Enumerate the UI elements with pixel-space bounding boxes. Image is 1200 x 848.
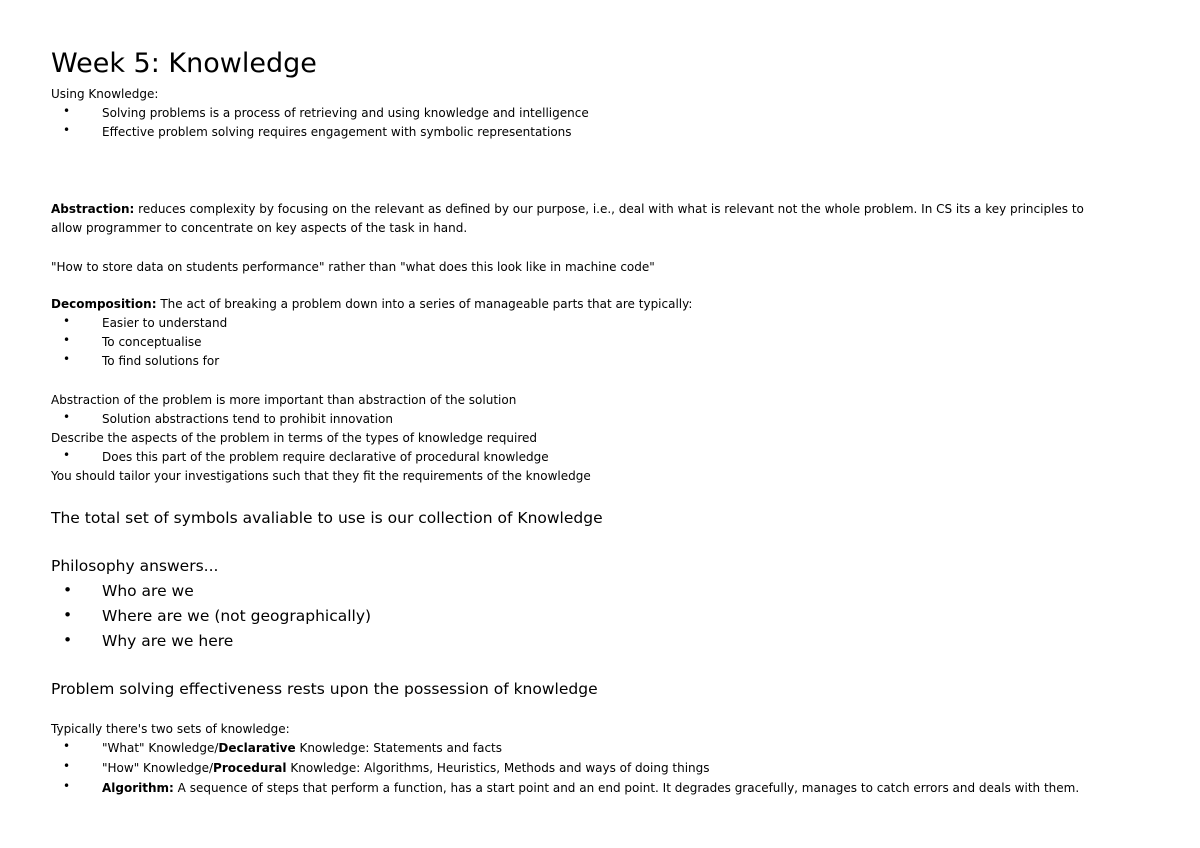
bullet-glyph: • <box>63 333 71 347</box>
bullet-glyph: • <box>63 104 71 118</box>
list-item <box>102 781 1079 795</box>
using-knowledge-heading: Using Knowledge: <box>51 87 159 101</box>
item-text: Knowledge: Algorithms, Heuristics, Methods and ways of doing things <box>286 761 710 775</box>
list-item: To conceptualise <box>102 335 202 349</box>
abstraction-quote: "How to store data on students performance" rather than "what does this look like in machine code" <box>51 260 655 274</box>
item-bold-term: Algorithm: <box>102 781 174 795</box>
decomposition-paragraph <box>51 297 692 311</box>
bullet-glyph: • <box>63 759 71 773</box>
describe-aspects-line: Describe the aspects of the problem in terms of the types of knowledge required <box>51 431 537 445</box>
bullet-glyph: • <box>63 606 73 624</box>
list-item: Solving problems is a process of retrieving and using knowledge and intelligence <box>102 106 589 120</box>
decomposition-term: Decomposition: <box>51 297 157 311</box>
list-item: Does this part of the problem require declarative of procedural knowledge <box>102 450 549 464</box>
list-item: Solution abstractions tend to prohibit innovation <box>102 412 393 426</box>
item-bold-term: Declarative <box>218 741 296 755</box>
list-item: Effective problem solving requires engagement with symbolic representations <box>102 125 572 139</box>
item-text: "What" Knowledge/ <box>102 741 219 755</box>
bullet-glyph: • <box>63 739 71 753</box>
effectiveness-statement: Problem solving effectiveness rests upon the possession of knowledge <box>51 680 598 698</box>
item-text: Knowledge: Statements and facts <box>295 741 503 755</box>
item-bold-term: Procedural <box>213 761 287 775</box>
list-item <box>102 741 502 755</box>
list-item <box>102 761 710 775</box>
bullet-glyph: • <box>63 410 71 424</box>
list-item: To find solutions for <box>102 354 220 368</box>
knowledge-sets-heading: Typically there's two sets of knowledge: <box>51 722 290 736</box>
bullet-glyph: • <box>63 448 71 462</box>
bullet-glyph: • <box>63 314 71 328</box>
bullet-glyph: • <box>63 352 71 366</box>
decomposition-text: The act of breaking a problem down into a series of manageable parts that are typically: <box>156 297 693 311</box>
abstraction-text-cont: allow programmer to concentrate on key aspects of the task in hand. <box>51 221 468 235</box>
symbols-statement: The total set of symbols avaliable to use is our collection of Knowledge <box>51 509 603 527</box>
item-text: A sequence of steps that perform a function, has a start point and an end point. It degrades gracefully, manages to catch errors and deals with them. <box>173 781 1080 795</box>
tailor-investigations-line: You should tailor your investigations such that they fit the requirements of the knowledge <box>51 469 591 483</box>
list-item: Where are we (not geographically) <box>102 607 372 625</box>
bullet-glyph: • <box>63 779 71 793</box>
bullet-glyph: • <box>63 631 73 649</box>
bullet-glyph: • <box>63 123 71 137</box>
abstraction-text: reduces complexity by focusing on the relevant as defined by our purpose, i.e., deal with what is relevant not the whole problem. In CS its a key principles to <box>134 202 1084 216</box>
problem-abstraction-line: Abstraction of the problem is more important than abstraction of the solution <box>51 393 517 407</box>
abstraction-paragraph <box>51 202 1084 216</box>
list-item: Easier to understand <box>102 316 228 330</box>
abstraction-term: Abstraction: <box>51 202 135 216</box>
list-item: Why are we here <box>102 632 234 650</box>
item-text: "How" Knowledge/ <box>102 761 214 775</box>
philosophy-heading: Philosophy answers... <box>51 557 219 575</box>
list-item: Who are we <box>102 582 194 600</box>
bullet-glyph: • <box>63 581 73 599</box>
page-title: Week 5: Knowledge <box>51 48 317 79</box>
